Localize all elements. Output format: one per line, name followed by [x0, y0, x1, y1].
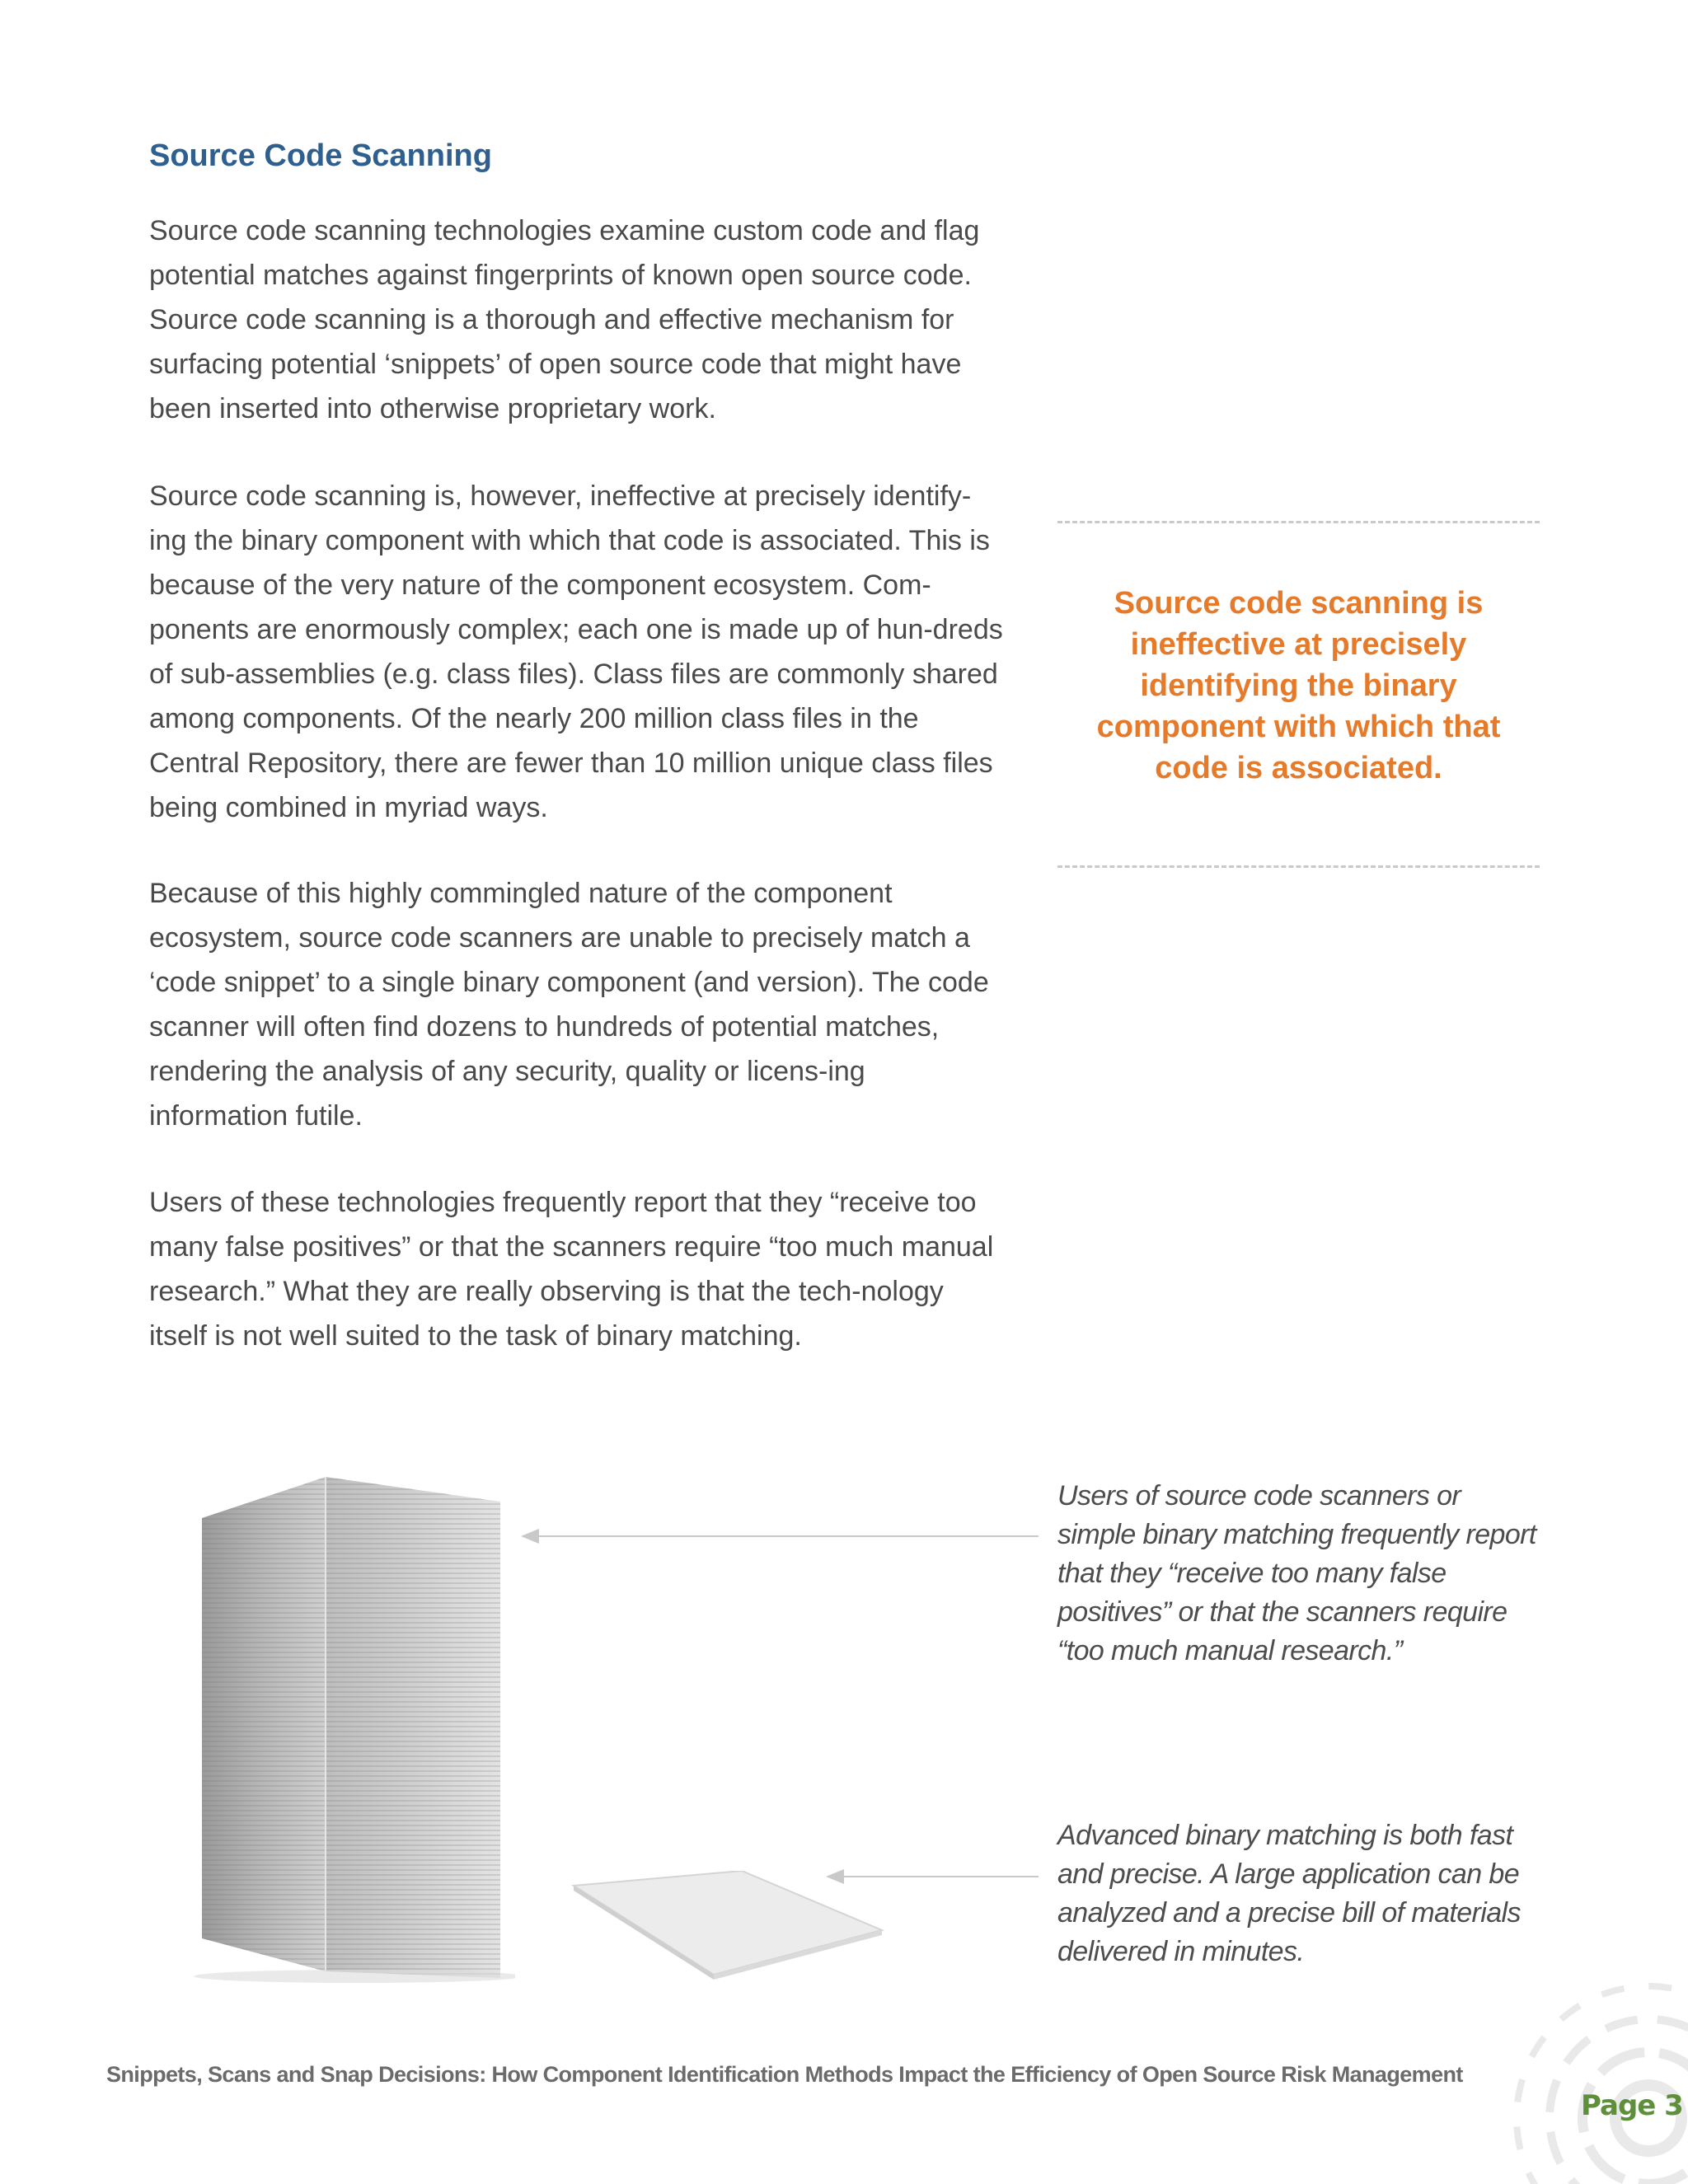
caption-stack: Users of source code scanners or simple binary matching frequently report that they “receive too many false positives” or that the scanners require “too much manual research.”: [1057, 1480, 1536, 1666]
body-paragraph-1: Source code scanning technologies examine custom code and flag potential matches against fingerprints of known open source code. Source code scanning is a thorough and effective mechanism for surfacing potential ‘snippets’ of open source code that might have been inserted into otherwise proprietary work.: [149, 215, 980, 424]
page-number: Page 3: [1581, 2089, 1683, 2122]
pull-quote-divider-bottom: [1057, 865, 1540, 868]
pull-quote: Source code scanning is ineffective at precisely identifying the binary component with which that code is associated.: [1096, 586, 1501, 785]
body-paragraph-4: Users of these technologies frequently report that they “receive too many false positives” or that the scanners require “too much manual research.” What they are really observing is that the tech-nology itself is not well suited to the task of binary matching.: [149, 1187, 994, 1352]
arrow-to-stack: [536, 1535, 1039, 1537]
pull-quote-divider-top: [1057, 521, 1540, 523]
body-paragraph-3: Because of this highly commingled nature of the component ecosystem, source code scanners are unable to precisely match a ‘code snippet’ to a single binary component (and version). The code scanner will often find dozens to hundreds of potential matches, rendering the analysis of any security, quality or licens-ing information futile.: [149, 878, 989, 1132]
arrow-head-icon: [826, 1869, 844, 1884]
single-sheet-image: [569, 1871, 890, 1986]
section-heading: Source Code Scanning: [149, 138, 492, 173]
caption-sheet: Advanced binary matching is both fast and precise. A large application can be analyzed and a precise bill of materials delivered in minutes.: [1057, 1820, 1521, 1967]
body-paragraph-2: Source code scanning is, however, ineffective at precisely identify-ing the binary component with which that code is associated. This is because of the very nature of the component ecosystem. Com-ponents are enormously complex; each one is made up of hun-dreds of sub-assemblies (e.g. class files). Class files are commonly shared among components. Of the nearly 200 million class files in the Central Repository, there are fewer than 10 million unique class files being combined in myriad ways.: [149, 480, 1003, 823]
footer-document-title: Snippets, Scans and Snap Decisions: How Component Identification Methods Impact the Efficiency of Open Source Risk Management: [106, 2062, 1463, 2087]
corner-swirl-icon: [1451, 1920, 1688, 2184]
paper-stack-image: [185, 1477, 515, 1984]
arrow-head-icon: [521, 1529, 539, 1544]
arrow-to-sheet: [841, 1876, 1039, 1877]
